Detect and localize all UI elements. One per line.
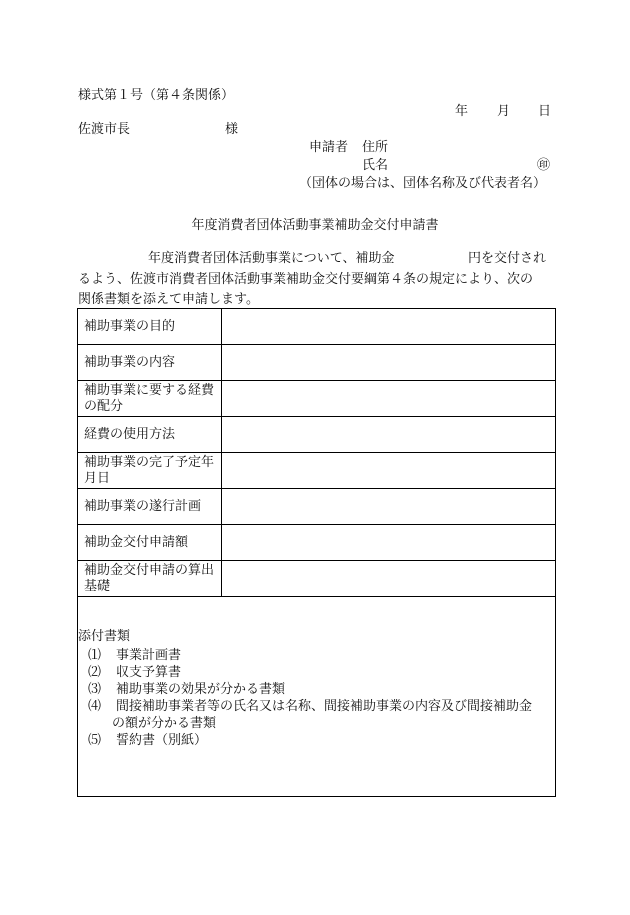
applicant-note: （団体の場合は、団体名称及び代表者名）: [299, 176, 547, 191]
addressee-honorific: 様: [225, 122, 239, 137]
attachments-list: [88, 647, 553, 749]
row-value-cell[interactable]: [222, 417, 556, 453]
date-month-label: 月: [497, 104, 511, 119]
item-text: 補助事業の効果が分かる書類: [116, 682, 286, 697]
addressee-name: 佐渡市長: [78, 122, 131, 137]
list-item: [88, 698, 553, 715]
table-row: [78, 309, 556, 345]
row-value-cell[interactable]: [222, 453, 556, 489]
row-label: 補助事業に要する経費の配分: [78, 381, 222, 417]
item-number: ⑴: [88, 648, 102, 663]
date-day-label: 日: [538, 104, 552, 119]
applicant-name-label: 氏名: [362, 158, 389, 173]
item-number: ⑸: [88, 733, 102, 748]
item-number: ⑶: [88, 682, 102, 697]
list-item: [88, 732, 553, 749]
item-number: ⑷: [88, 699, 102, 714]
row-value-cell[interactable]: [222, 489, 556, 525]
attachments-row: [78, 597, 556, 797]
attachments-cell: [78, 597, 556, 797]
application-table: [77, 308, 556, 797]
body-line1-part1: 年度消費者団体活動事業について、補助金: [148, 251, 395, 266]
item-continuation: の額が分かる書類: [112, 716, 217, 731]
row-label: 補助事業の完了予定年月日: [78, 453, 222, 489]
list-item: [88, 681, 553, 698]
applicant-label: 申請者: [309, 140, 349, 155]
attachments-title: 添付書類: [78, 629, 131, 644]
row-value-cell[interactable]: [222, 561, 556, 597]
row-value-cell[interactable]: [222, 345, 556, 381]
item-text: 収支予算書: [116, 665, 182, 680]
form-style-number: 様式第１号（第４条関係）: [78, 88, 235, 103]
row-label: 補助事業の遂行計画: [78, 489, 222, 525]
row-label: 補助事業の目的: [78, 309, 222, 345]
date-year-label: 年: [455, 104, 469, 119]
row-value-cell[interactable]: [222, 309, 556, 345]
body-line2: るよう、佐渡市消費者団体活動事業補助金交付要綱第４条の規定により、次の: [78, 272, 534, 287]
table-row: [78, 561, 556, 597]
row-label: 補助事業の内容: [78, 345, 222, 381]
row-label: 経費の使用方法: [78, 417, 222, 453]
row-label: 補助金交付申請の算出基礎: [78, 561, 222, 597]
list-item: [88, 647, 553, 664]
applicant-address-label: 住所: [362, 140, 389, 155]
row-value-cell[interactable]: [222, 381, 556, 417]
item-text: 事業計画書: [116, 648, 182, 663]
table-row: [78, 453, 556, 489]
table-row: [78, 489, 556, 525]
document-title: 年度消費者団体活動事業補助金交付申請書: [191, 218, 439, 233]
body-line1-part2: 円を交付され: [468, 251, 547, 266]
table-row: [78, 381, 556, 417]
body-line3: 関係書類を添えて申請します。: [78, 292, 259, 307]
table-row: [78, 525, 556, 561]
item-text: 誓約書（別紙）: [116, 733, 208, 748]
list-item: [88, 664, 553, 681]
row-label: 補助金交付申請額: [78, 525, 222, 561]
item-number: ⑵: [88, 665, 102, 680]
table-row: [78, 417, 556, 453]
seal-mark: ㊞: [537, 158, 551, 173]
item-text: 間接補助事業者等の氏名又は名称、間接補助事業の内容及び間接補助金: [116, 699, 533, 714]
row-value-cell[interactable]: [222, 525, 556, 561]
table-row: [78, 345, 556, 381]
